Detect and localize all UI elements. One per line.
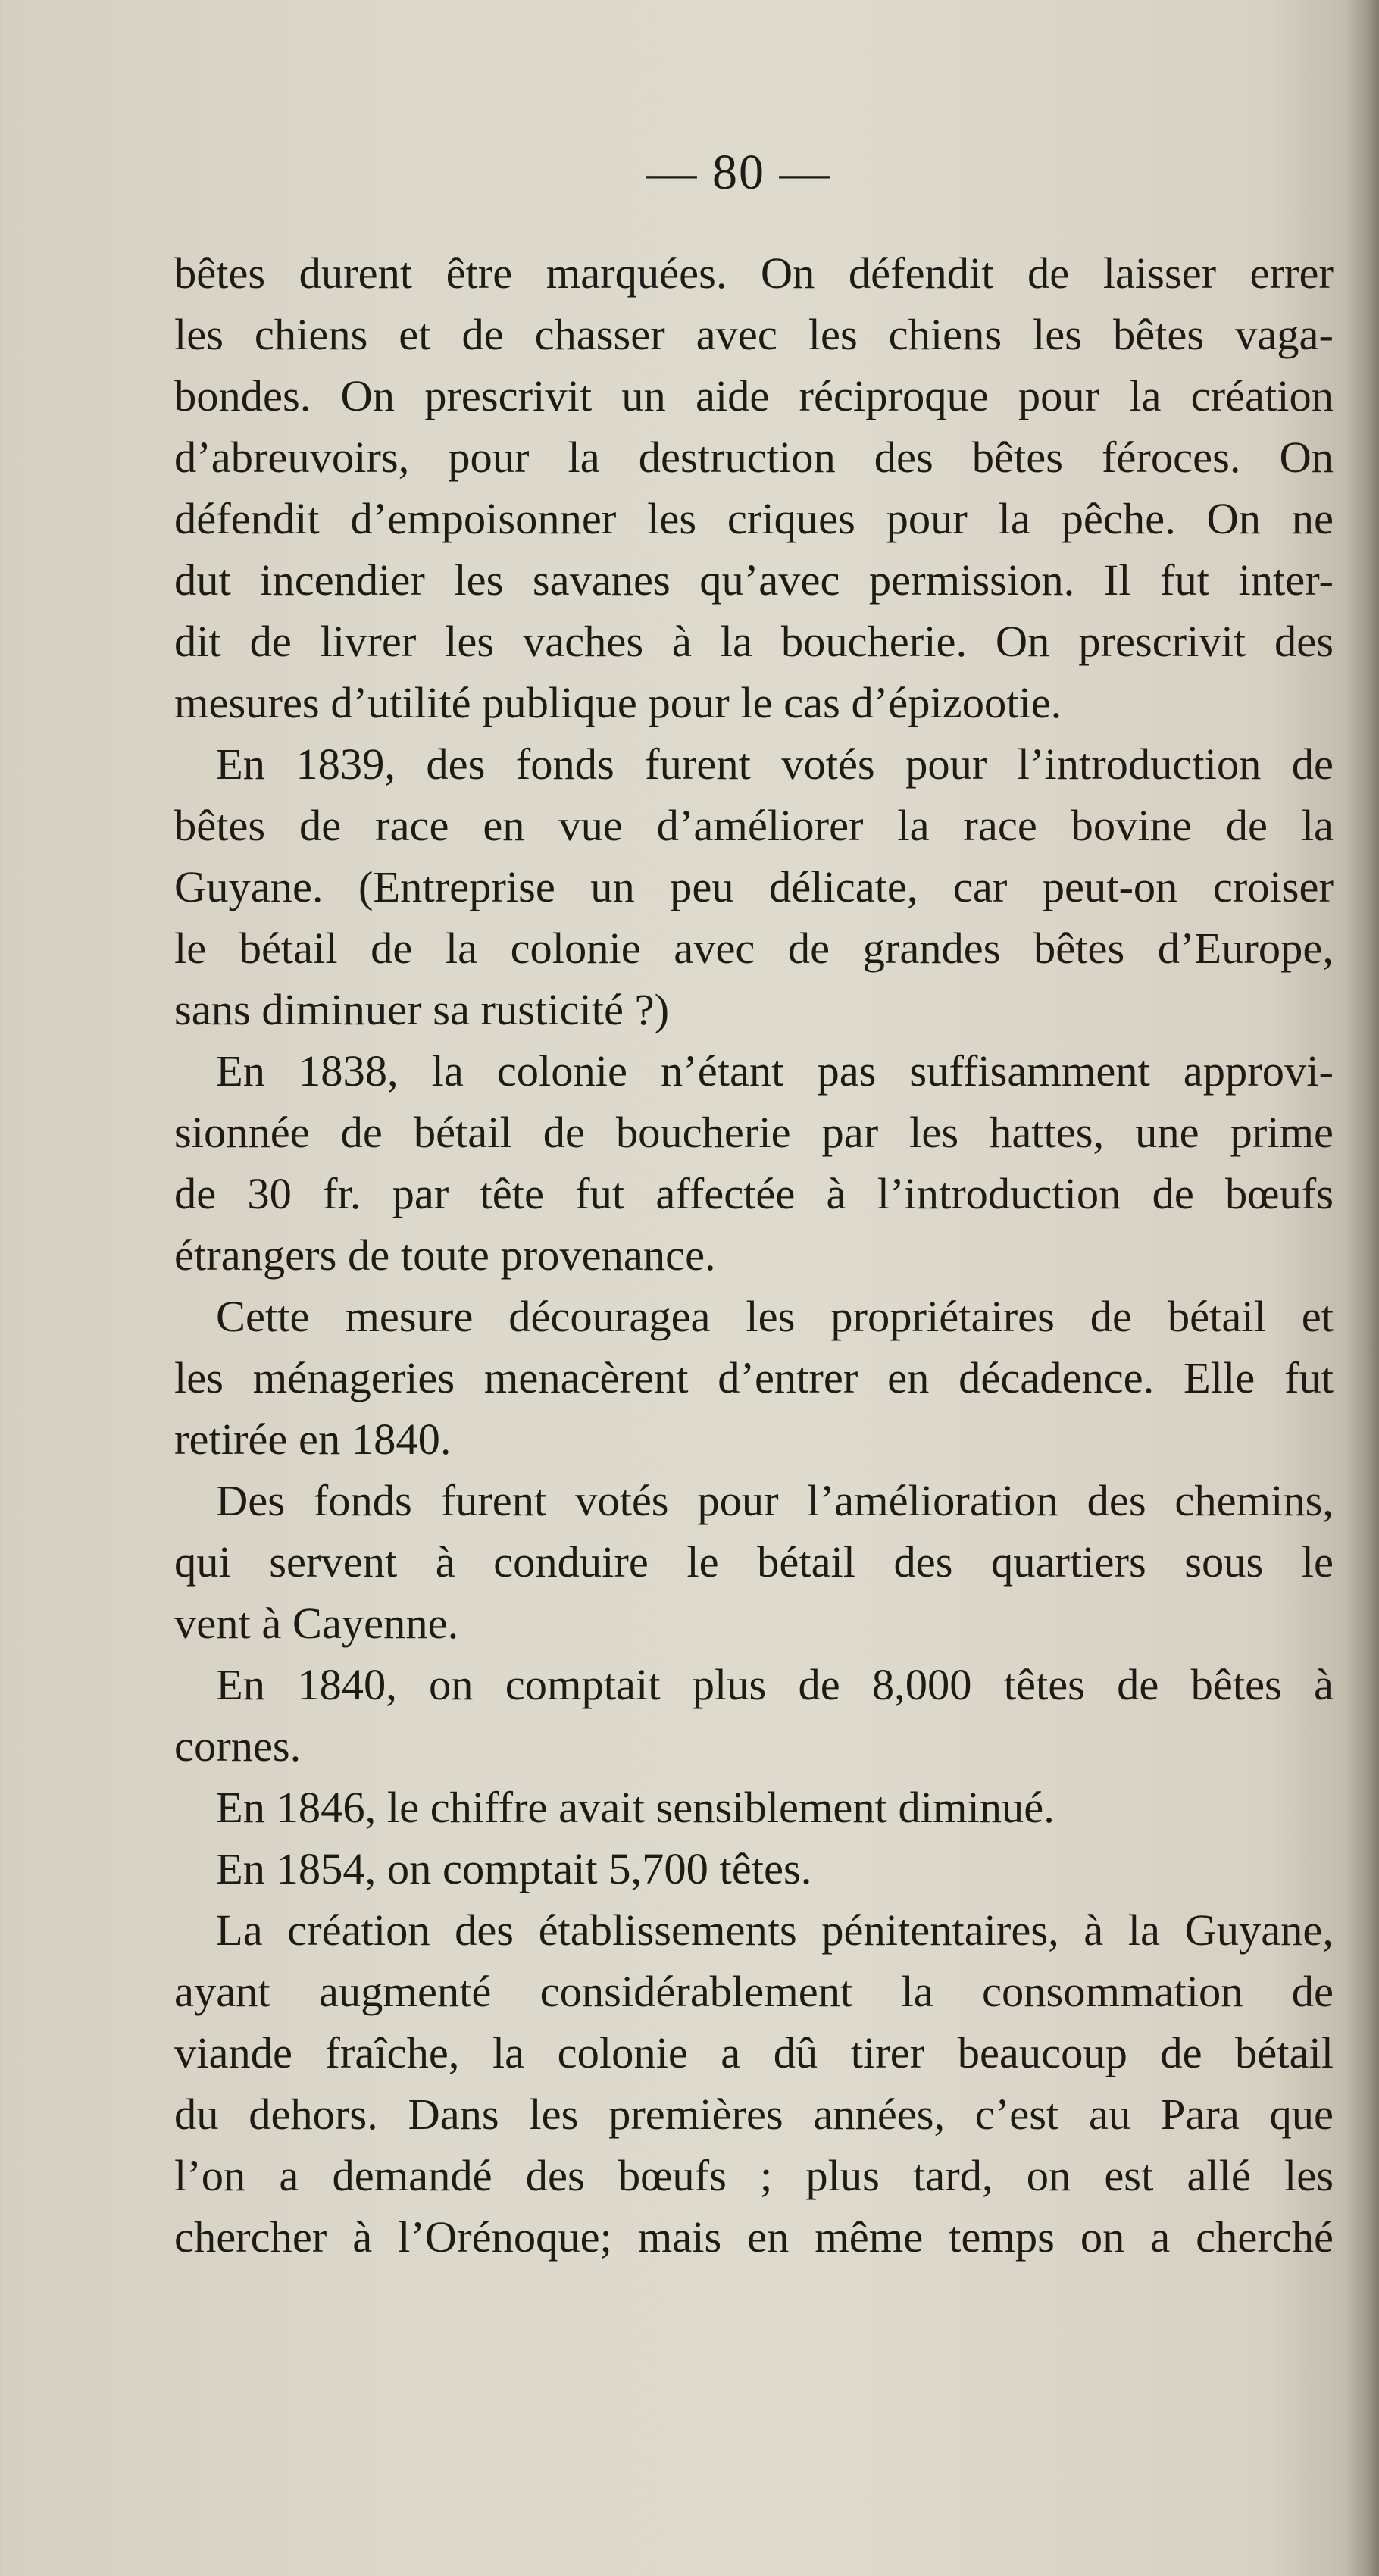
- body-text: [174, 242, 1334, 2268]
- paragraph: [174, 242, 1334, 733]
- text-line: viande fraîche, la colonie a dû tirer beaucoup de bétail: [174, 2028, 1334, 2077]
- paragraph: [174, 1899, 1334, 2268]
- paragraph: [174, 1654, 1334, 1777]
- text-line: dut incendier les savanes qu’avec permission. Il fut inter-: [174, 555, 1334, 605]
- text-line: bondes. On prescrivit un aide réciproque pour la création: [174, 371, 1334, 420]
- paragraph: [174, 733, 1334, 1040]
- text-line: l’on a demandé des bœufs ; plus tard, on est allé les: [174, 2151, 1334, 2200]
- text-line: bêtes durent être marquées. On défendit de laisser errer: [174, 249, 1334, 298]
- text-line: sans diminuer sa rusticité ?): [174, 985, 670, 1034]
- text-line: de 30 fr. par tête fut affectée à l’introduction de bœufs: [174, 1169, 1334, 1218]
- page-number: — 80 —: [646, 145, 831, 200]
- text-line: les ménageries menacèrent d’entrer en décadence. Elle fut: [174, 1353, 1334, 1402]
- text-line: mesures d’utilité publique pour le cas d’épizootie.: [174, 678, 1062, 727]
- text-line: d’abreuvoirs, pour la destruction des bêtes féroces. On: [174, 433, 1334, 482]
- text-line: En 1840, on comptait plus de 8,000 têtes de bêtes à: [216, 1660, 1334, 1709]
- text-line: Guyane. (Entreprise un peu délicate, car peut-on croiser: [174, 862, 1334, 911]
- paragraph: [174, 1286, 1334, 1470]
- text-line: qui servent à conduire le bétail des quartiers sous le: [174, 1537, 1334, 1587]
- text-line: Cette mesure découragea les propriétaires de bétail et: [216, 1292, 1334, 1341]
- text-line: chercher à l’Orénoque; mais en même temps on a cherché: [174, 2212, 1334, 2262]
- text-line: les chiens et de chasser avec les chiens les bêtes vaga-: [174, 310, 1334, 359]
- text-line: dit de livrer les vaches à la boucherie. On prescrivit des: [174, 617, 1334, 666]
- text-line: En 1846, le chiffre avait sensiblement diminué.: [216, 1783, 1055, 1832]
- paragraph: [174, 1040, 1334, 1286]
- text-line: La création des établissements pénitentaires, à la Guyane,: [216, 1905, 1334, 1955]
- text-line: le bétail de la colonie avec de grandes bêtes d’Europe,: [174, 924, 1334, 973]
- text-line: Des fonds furent votés pour l’amélioration des chemins,: [216, 1476, 1334, 1525]
- text-line: retirée en 1840.: [174, 1415, 452, 1464]
- text-line: bêtes de race en vue d’améliorer la race bovine de la: [174, 801, 1334, 850]
- text-line: ayant augmenté considérablement la consommation de: [174, 1967, 1334, 2016]
- text-line: cornes.: [174, 1721, 302, 1771]
- paragraph: [174, 1838, 1334, 1899]
- paragraph: [174, 1777, 1334, 1838]
- text-line: étrangers de toute provenance.: [174, 1230, 716, 1280]
- text-line: vent à Cayenne.: [174, 1599, 459, 1648]
- text-line: défendit d’empoisonner les criques pour la pêche. On ne: [174, 494, 1334, 543]
- text-line: En 1854, on comptait 5,700 têtes.: [216, 1844, 812, 1893]
- text-line: sionnée de bétail de boucherie par les hattes, une prime: [174, 1108, 1334, 1157]
- text-line: En 1839, des fonds furent votés pour l’introduction de: [216, 739, 1334, 789]
- page-edge-shadow: [1346, 0, 1379, 2576]
- paragraph: [174, 1470, 1334, 1654]
- text-line: du dehors. Dans les premières années, c’est au Para que: [174, 2090, 1334, 2139]
- text-line: En 1838, la colonie n’étant pas suffisamment approvi-: [216, 1046, 1334, 1096]
